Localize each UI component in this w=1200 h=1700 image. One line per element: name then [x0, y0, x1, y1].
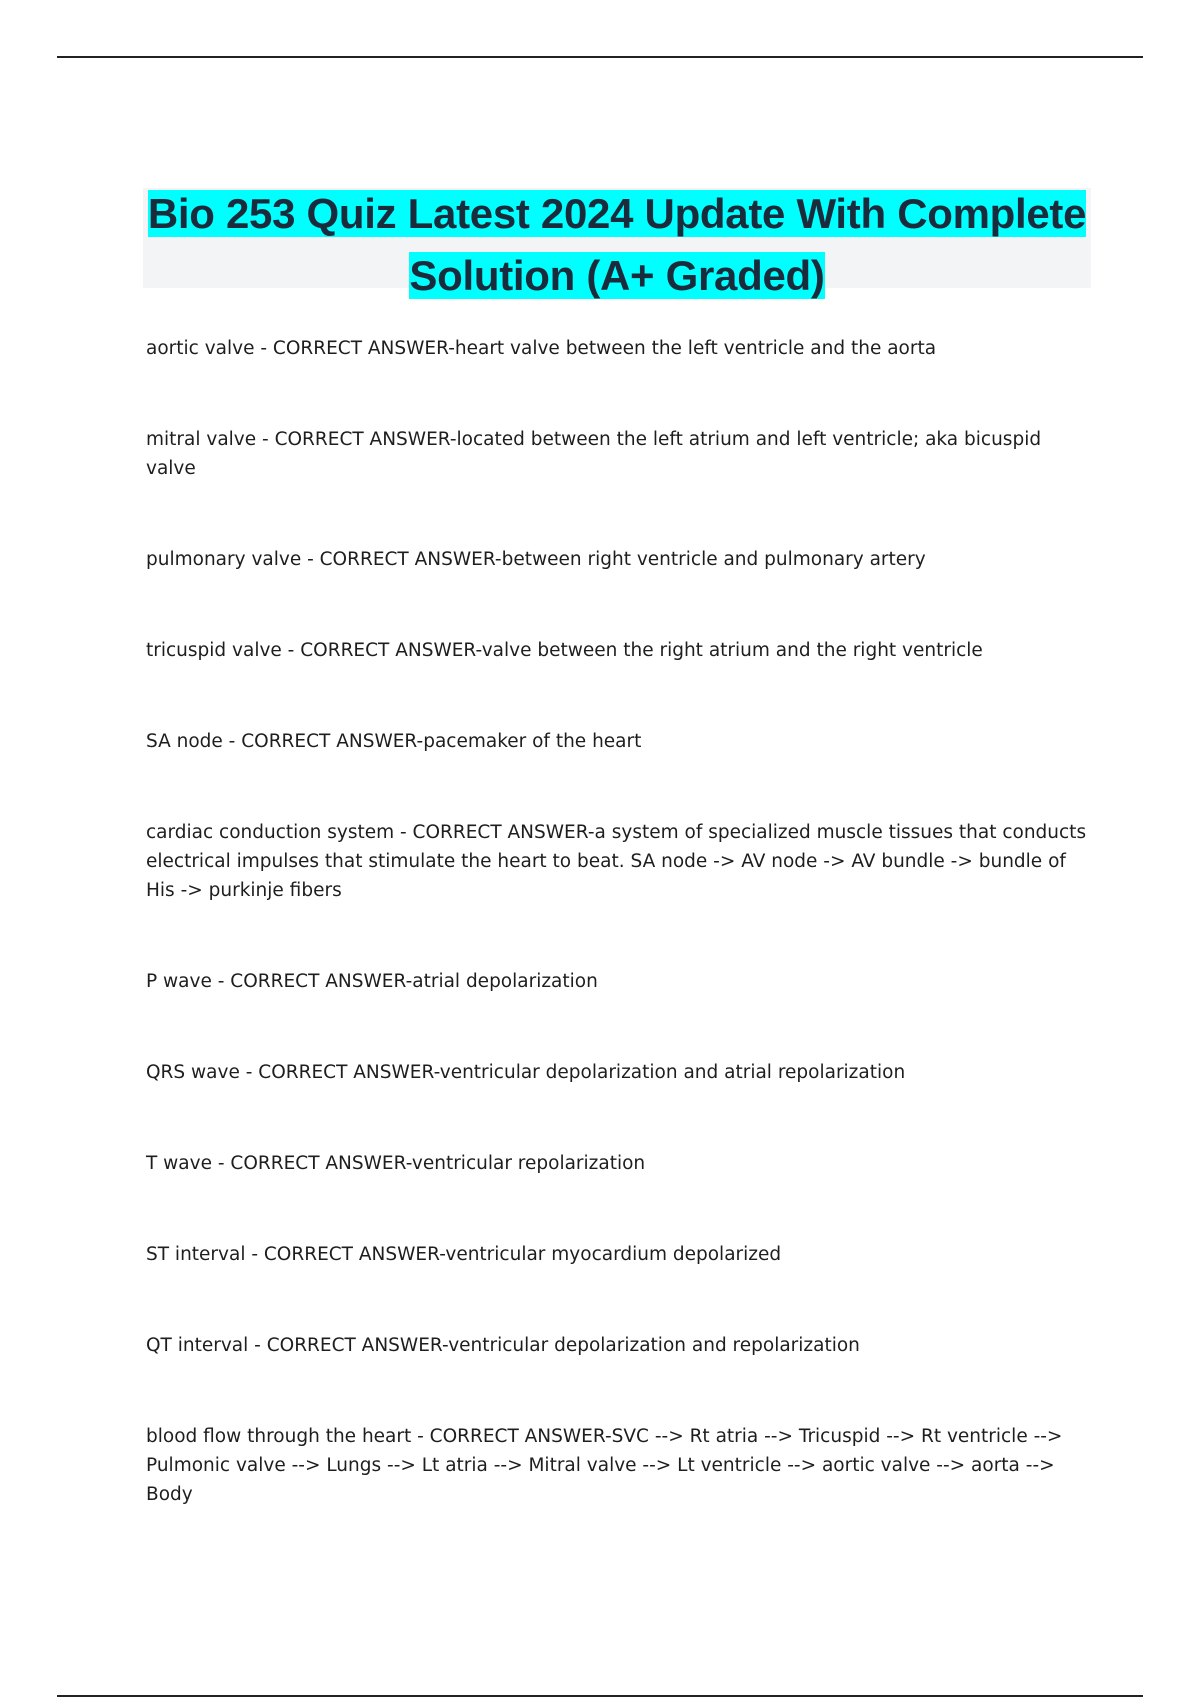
qa-entry: ST interval - CORRECT ANSWER-ventricular myocardium depolarized [146, 1244, 782, 1265]
header-rule [57, 56, 1143, 58]
page-title-text: Bio 253 Quiz Latest 2024 Update With Complete Solution (A+ Graded) [147, 190, 1087, 299]
qa-entry: blood flow through the heart - CORRECT ANSWER-SVC --> Rt atria --> Tricuspid --> Rt ventricle --> Pulmonic valve --> Lungs --> Lt atria --> Mitral valve --> Lt ventricle --> aortic valve --> aorta --> Body [146, 1426, 1063, 1505]
qa-entry: QT interval - CORRECT ANSWER-ventricular depolarization and repolarization [146, 1335, 860, 1356]
page-title [143, 188, 1091, 312]
qa-entry: T wave - CORRECT ANSWER-ventricular repolarization [146, 1153, 646, 1174]
qa-entry: aortic valve - CORRECT ANSWER-heart valve between the left ventricle and the aorta [146, 338, 937, 359]
qa-entry: P wave - CORRECT ANSWER-atrial depolarization [146, 971, 598, 992]
title-block [143, 188, 1091, 299]
qa-entry: cardiac conduction system - CORRECT ANSWER-a system of specialized muscle tissues that conducts electrical impulses that stimulate the heart to beat. SA node -> AV node -> AV bundle -> bundle of His -> purkinje fibers [146, 822, 1087, 901]
qa-entry: tricuspid valve - CORRECT ANSWER-valve between the right atrium and the right ventricle [146, 640, 983, 661]
qa-entry: SA node - CORRECT ANSWER-pacemaker of the heart [146, 731, 642, 752]
qa-entry: pulmonary valve - CORRECT ANSWER-between right ventricle and pulmonary artery [146, 549, 926, 570]
qa-list [146, 334, 1096, 1571]
qa-entry: mitral valve - CORRECT ANSWER-located between the left atrium and left ventricle; aka bicuspid valve [146, 429, 1042, 479]
footer-rule [57, 1695, 1143, 1697]
qa-entry: QRS wave - CORRECT ANSWER-ventricular depolarization and atrial repolarization [146, 1062, 906, 1083]
